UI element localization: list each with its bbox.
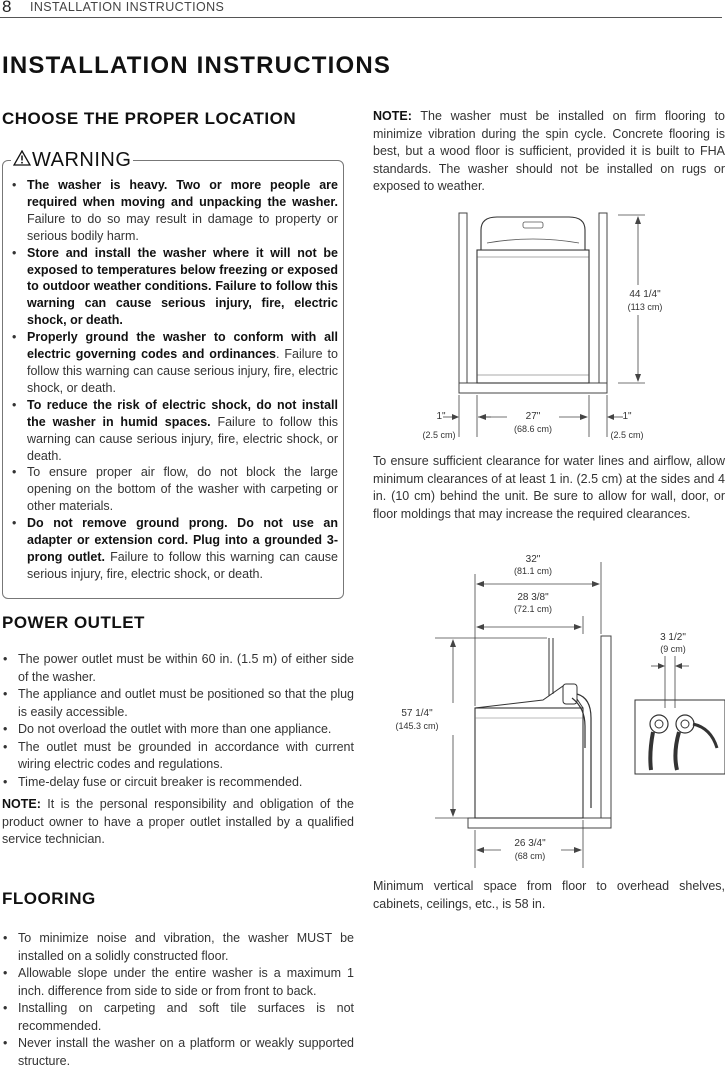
power-item: • The appliance and outlet must be positioned so that the plug is easily accessible. [2, 686, 354, 721]
warning-item: • The washer is heavy. Two or more people are required when moving and unpacking the washer. Failure to do so may result in damage to property or serious bodily harm. [11, 177, 338, 245]
warning-item: • Store and install the washer where it will not be exposed to temperatures below freezing or exposed to outdoor weather conditions. Failure to follow this warning can cause serious injury, fire, electric shock, or death. [11, 245, 338, 330]
warning-label: WARNING [32, 149, 132, 171]
washer-front-illustration [477, 217, 589, 383]
location-heading: CHOOSE THE PROPER LOCATION [2, 109, 297, 128]
fig2-back-cm: (9 cm) [660, 644, 686, 654]
flooring-note: NOTE: The washer must be installed on firm flooring to minimize vibration during the spin cycle. Concrete flooring is best, but a wood floor is sufficient, provided it is built to FHA standards. The washer should not be installed on rugs or exposed to weather. [373, 109, 725, 193]
fig1-left-cm: (2.5 cm) [422, 430, 456, 440]
warning-box [2, 149, 344, 599]
power-item: • Do not overload the outlet with more than one appliance. [2, 721, 354, 739]
warning-item: • Do not remove ground prong. Do not use an adapter or extension cord. Plug into a grounded 3-prong outlet. Failure to follow this warning can cause serious injury, fire, electric shock, or death. [11, 515, 338, 583]
vertical-space-paragraph: Minimum vertical space from floor to overhead shelves, cabinets, ceilings, etc., is 58 in. [373, 879, 725, 911]
fig1-left-in: 1" [436, 411, 446, 422]
right-wall [599, 213, 607, 393]
fig2-height-cm: (145.3 cm) [395, 721, 439, 731]
fig2-total-cm: (81.1 cm) [513, 566, 553, 576]
warning-list [11, 177, 338, 583]
back-wall [601, 636, 611, 821]
power-section [2, 651, 354, 849]
flooring-item: • To minimize noise and vibration, the washer MUST be installed on a solidly constructed floor. [2, 930, 354, 965]
fig2-total-in: 32" [525, 554, 541, 565]
power-item: • The outlet must be grounded in accordance with current wiring electric codes and regulations. [2, 739, 354, 774]
flooring-list [2, 930, 354, 1070]
floor [459, 383, 607, 393]
washer-side-illustration [475, 638, 591, 818]
power-item: • Time-delay fuse or circuit breaker is recommended. [2, 774, 354, 792]
clearance-paragraph: To ensure sufficient clearance for water lines and airflow, allow minimum clearances of at least 1 in. (2.5 cm) at the sides and 4 in. (10 cm) behind the unit. Be sure to allow for wall, door, or floor moldings that may increase the required clearances. [373, 454, 725, 521]
left-wall [459, 213, 467, 393]
running-title: INSTALLATION INSTRUCTIONS [30, 0, 225, 14]
hose-connection-detail [635, 700, 725, 774]
side-clearance-diagram [373, 548, 725, 870]
fig2-height-in: 57 1/4" [401, 708, 433, 719]
warning-item: • Properly ground the washer to conform with all electric governing codes and ordinances. Failure to follow this warning can cause serious injury, fire, electric shock, or death. [11, 329, 338, 397]
flooring-item: • Installing on carpeting and soft tile surfaces is not recommended. [2, 1000, 354, 1035]
flooring-section [2, 930, 354, 1070]
front-clearance-diagram [373, 205, 725, 445]
fig2-body-in: 28 3/8" [517, 592, 549, 603]
flooring-item: • Allowable slope under the entire washer is a maximum 1 inch. difference from side to side or from front to back. [2, 965, 354, 1000]
fig1-right-cm: (2.5 cm) [610, 430, 644, 440]
fig2-back-in: 3 1/2" [660, 632, 686, 643]
warning-item: • To reduce the risk of electric shock, do not install the washer in humid spaces. Failure to follow this warning can cause serious injury, fire, electric shock, or death. [11, 397, 338, 465]
fig1-width-in: 27" [525, 411, 541, 422]
power-list [2, 651, 354, 791]
power-heading: POWER OUTLET [2, 613, 145, 632]
fig2-bottom-cm: (68 cm) [514, 851, 546, 861]
flooring-item: • Never install the washer on a platform or weakly supported structure. [2, 1035, 354, 1070]
warning-triangle-icon [13, 149, 31, 172]
floor [468, 818, 611, 828]
running-header [0, 0, 722, 18]
fig1-right-in: 1" [622, 411, 632, 422]
fig1-width-cm: (68.6 cm) [513, 424, 553, 434]
warning-header [11, 149, 133, 172]
power-item: • The power outlet must be within 60 in. (1.5 m) of either side of the washer. [2, 651, 354, 686]
fig1-height-cm: (113 cm) [627, 302, 663, 312]
fig1-height-in: 44 1/4" [629, 289, 661, 300]
fig2-bottom-in: 26 3/4" [514, 838, 546, 849]
power-note: NOTE: It is the personal responsibility and obligation of the product owner to have a proper outlet installed by a qualified service technician. [2, 797, 354, 846]
warning-item: • To ensure proper air flow, do not block the large opening on the bottom of the washer with carpeting or other materials. [11, 464, 338, 515]
page-title: INSTALLATION INSTRUCTIONS [2, 52, 392, 79]
flooring-heading: FLOORING [2, 889, 96, 908]
page-number: 8 [2, 0, 12, 16]
fig2-body-cm: (72.1 cm) [513, 604, 553, 614]
